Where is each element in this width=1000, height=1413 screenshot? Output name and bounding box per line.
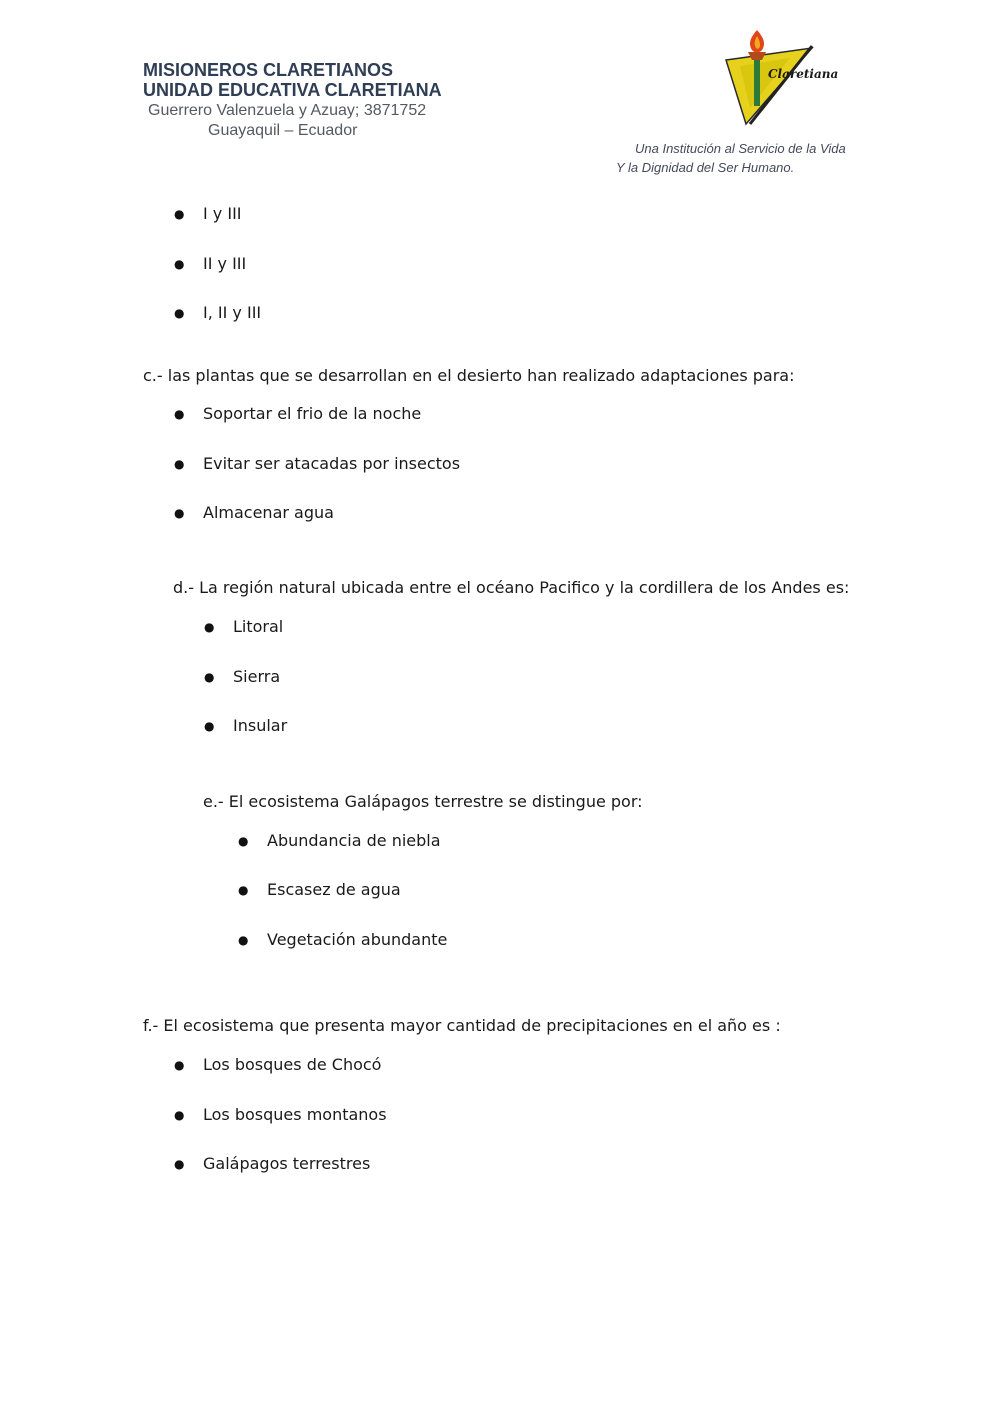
list-item: Escasez de agua [267, 880, 401, 899]
logo-wordmark: Claretiana [768, 67, 839, 81]
bullet-icon: ● [174, 407, 185, 421]
list-item: Litoral [233, 617, 284, 636]
motto-line2: Y la Dignidad del Ser Humano. [616, 160, 795, 175]
org-name-line2: UNIDAD EDUCATIVA CLARETIANA [143, 80, 442, 100]
list-item: Sierra [233, 667, 281, 686]
school-logo [720, 26, 839, 130]
bullet-icon: ● [174, 207, 185, 221]
bullet-icon: ● [204, 719, 215, 733]
list-item: Almacenar agua [203, 503, 334, 522]
list-item: Los bosques montanos [203, 1105, 387, 1124]
question-text: f.- El ecosistema que presenta mayor cantidad de precipitaciones en el año es : [143, 1016, 781, 1035]
bullet-icon: ● [204, 670, 215, 684]
bullet-icon: ● [174, 506, 185, 520]
bullet-icon: ● [174, 1157, 185, 1171]
list-item: Galápagos terrestres [203, 1154, 371, 1173]
org-name-line1: MISIONEROS CLARETIANOS [143, 60, 394, 80]
bullet-icon: ● [174, 306, 185, 320]
bullet-icon: ● [238, 834, 249, 848]
list-item: Soportar el frio de la noche [203, 404, 422, 423]
bullet-icon: ● [174, 1108, 185, 1122]
city: Guayaquil – Ecuador [208, 122, 358, 139]
bullet-icon: ● [174, 257, 185, 271]
list-item: I y III [203, 204, 242, 223]
list-item: Los bosques de Chocó [203, 1055, 382, 1074]
address: Guerrero Valenzuela y Azuay; 3871752 [148, 102, 427, 119]
motto-line1: Una Institución al Servicio de la Vida [635, 141, 846, 156]
list-item: Vegetación abundante [267, 930, 448, 949]
bullet-icon: ● [174, 457, 185, 471]
bullet-icon: ● [204, 620, 215, 634]
list-item: Abundancia de niebla [267, 831, 441, 850]
question-text: e.- El ecosistema Galápagos terrestre se distingue por: [203, 792, 643, 811]
question-text: c.- las plantas que se desarrollan en el desierto han realizado adaptaciones para: [143, 366, 795, 385]
bullet-icon: ● [238, 883, 249, 897]
list-item: II y III [203, 254, 247, 273]
bullet-icon: ● [238, 933, 249, 947]
list-item: I, II y III [203, 303, 262, 322]
question-text: d.- La región natural ubicada entre el océano Pacifico y la cordillera de los Andes es: [173, 578, 850, 597]
list-item: Evitar ser atacadas por insectos [203, 454, 461, 473]
list-item: Insular [233, 716, 288, 735]
bullet-icon: ● [174, 1058, 185, 1072]
